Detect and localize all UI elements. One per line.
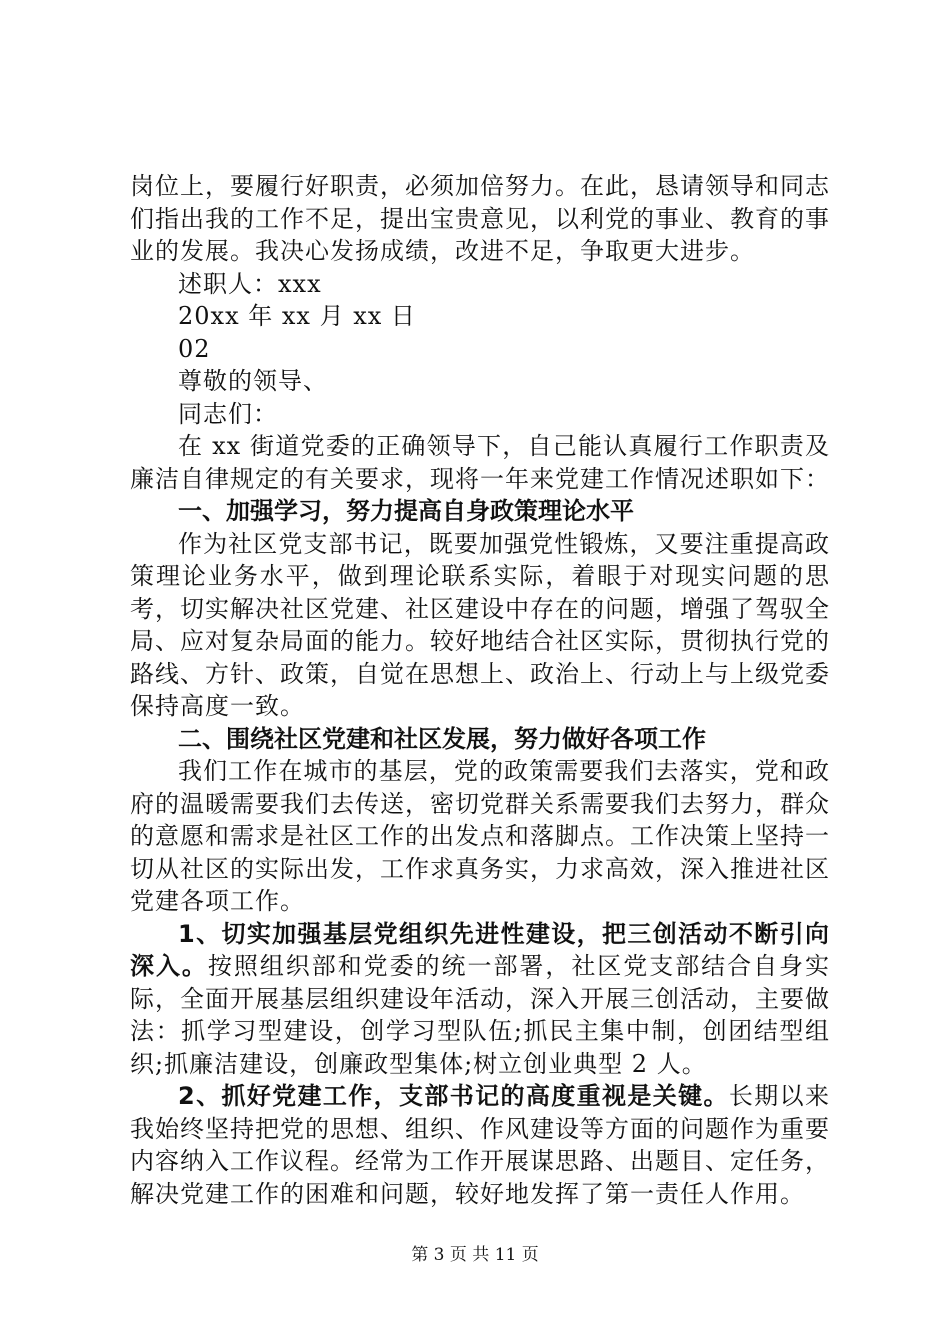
paragraph-intro: 在 xx 街道党委的正确领导下，自己能认真履行工作职责及廉洁自律规定的有关要求，现将一年来党建工作情况述职如下： bbox=[130, 432, 830, 493]
signer-line: 述职人：xxx bbox=[178, 269, 322, 298]
date-line: 20xx 年 xx 月 xx 日 bbox=[178, 302, 416, 330]
item-1-body: 按照组织部和党委的统一部署，社区党支部结合自身实际，全面开展基层组织建设年活动，深入开展三创活动，主要做法：抓学习型建设，创学习型队伍;抓民主集中制，创团结型组织;抓廉洁建设，创廉政型集体;树立创业典型 2 人。 bbox=[130, 952, 831, 1078]
salutation-line-2: 同志们： bbox=[178, 399, 278, 428]
paragraph-item-1 bbox=[130, 918, 830, 1081]
item-1-lead: 1、切实加强基层党组织先进性建设，把三创活动不断引向深入。 bbox=[130, 919, 830, 980]
salutation-line-1: 尊敬的领导、 bbox=[178, 367, 328, 395]
paragraph-2: 我们工作在城市的基层，党的政策需要我们去落实，党和政府的温暖需要我们去传送，密切党群关系需要我们去努力，群众的意愿和需求是社区工作的出发点和落脚点。工作决策上坚持一切从社区的实际出发，工作求真务实，力求高效，深入推进社区党建各项工作。 bbox=[130, 757, 830, 915]
heading-2: 二、围绕社区党建和社区发展，努力做好各项工作 bbox=[178, 724, 706, 753]
paragraph-closing: 岗位上，要履行好职责，必须加倍努力。在此，恳请领导和同志们指出我的工作不足，提出宝贵意见，以利党的事业、教育的事业的发展。我决心发扬成绩，改进不足，争取更大进步。 bbox=[130, 172, 830, 265]
page-footer: 第 3 页 共 11 页 bbox=[411, 1245, 539, 1265]
paragraph-item-2 bbox=[130, 1080, 830, 1210]
section-number: 02 bbox=[178, 334, 211, 363]
paragraph-1: 作为社区党支部书记，既要加强党性锻炼，又要注重提高政策理论业务水平，做到理论联系实际，着眼于对现实问题的思考，切实解决社区党建、社区建设中存在的问题，增强了驾驭全局、应对复杂局面的能力。较好地结合社区实际，贯彻执行党的路线、方针、政策，自觉在思想上、政治上、行动上与上级党委保持高度一致。 bbox=[130, 529, 830, 720]
item-2-lead: 2、抓好党建工作，支部书记的高度重视是关键。 bbox=[178, 1082, 729, 1110]
item-2-body: 长期以来我始终坚持把党的思想、组织、作风建设等方面的问题作为重要内容纳入工作议程。经常为工作开展谋思路、出题目、定任务，解决党建工作的困难和问题，较好地发挥了第一责任人作用。 bbox=[130, 1082, 831, 1208]
document-body bbox=[130, 170, 830, 1210]
heading-1: 一、加强学习，努力提高自身政策理论水平 bbox=[178, 497, 634, 525]
